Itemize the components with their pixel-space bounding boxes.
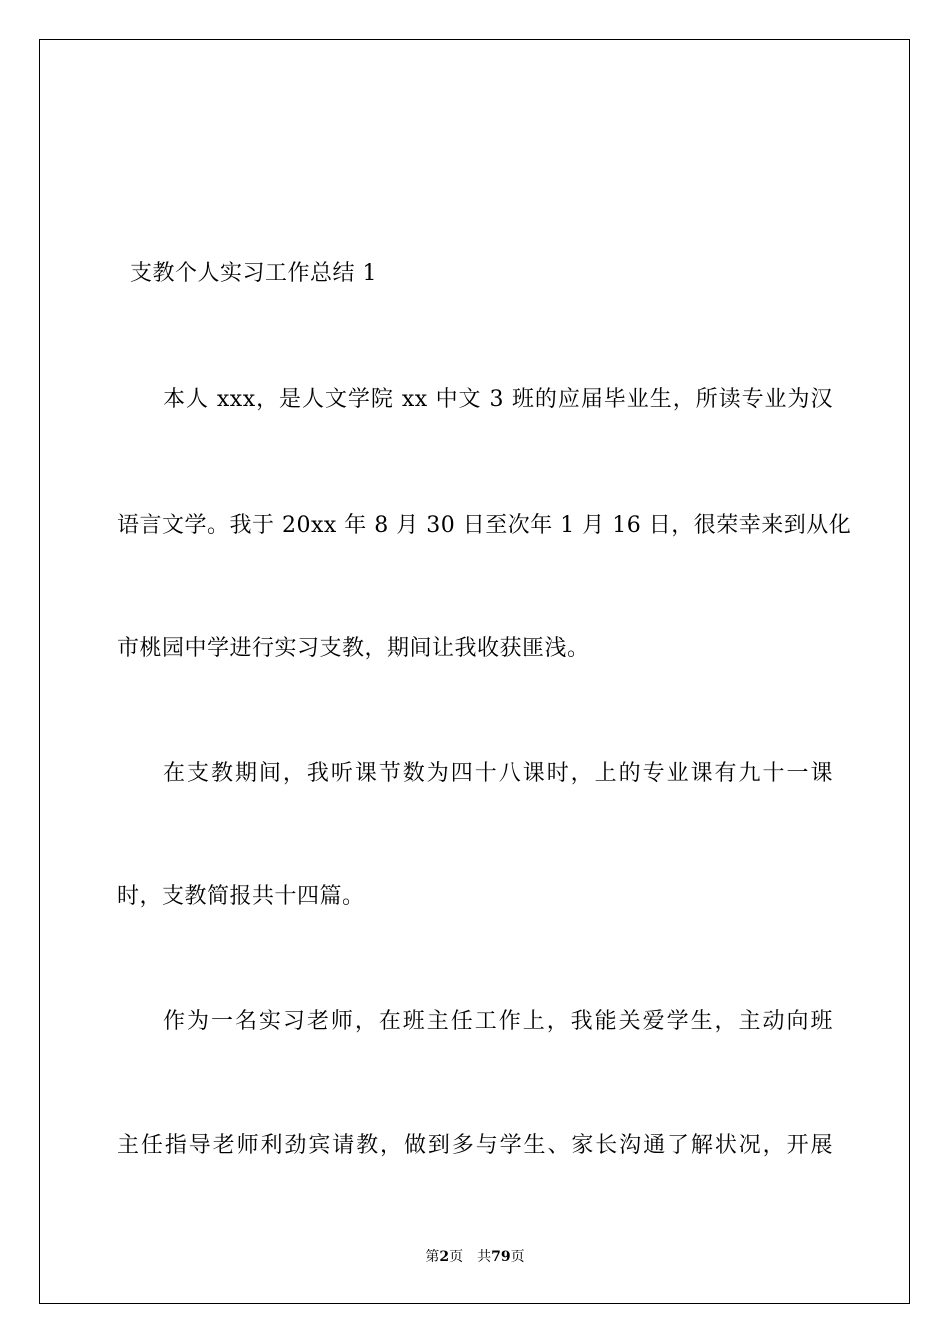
paragraph-line: 主任指导老师利劲宾请教，做到多与学生、家长沟通了解状况，开展	[117, 1133, 833, 1158]
page-border	[39, 39, 910, 1304]
paragraph-line: 时，支教简报共十四篇。	[117, 884, 365, 909]
page-footer	[0, 1247, 950, 1267]
paragraph-line: 市桃园中学进行实习支教，期间让我收获匪浅。	[117, 636, 590, 661]
document-title: 支教个人实习工作总结 1	[130, 261, 377, 286]
footer-total-suffix: 页	[510, 1249, 525, 1265]
footer-page-number: 2	[439, 1249, 450, 1265]
paragraph-line: 作为一名实习老师，在班主任工作上，我能关爱学生，主动向班	[163, 1009, 833, 1034]
footer-total-prefix: 共	[477, 1249, 492, 1265]
footer-total-pages: 79	[491, 1249, 511, 1265]
paragraph-line: 本人 xxx，是人文学院 xx 中文 3 班的应届毕业生，所读专业为汉	[163, 387, 833, 412]
footer-page-prefix: 第	[425, 1249, 440, 1265]
paragraph-line: 在支教期间，我听课节数为四十八课时，上的专业课有九十一课	[163, 761, 833, 786]
paragraph-line: 语言文学。我于 20xx 年 8 月 30 日至次年 1 月 16 日，很荣幸来到从化	[117, 513, 852, 538]
footer-page-suffix: 页	[449, 1249, 464, 1265]
